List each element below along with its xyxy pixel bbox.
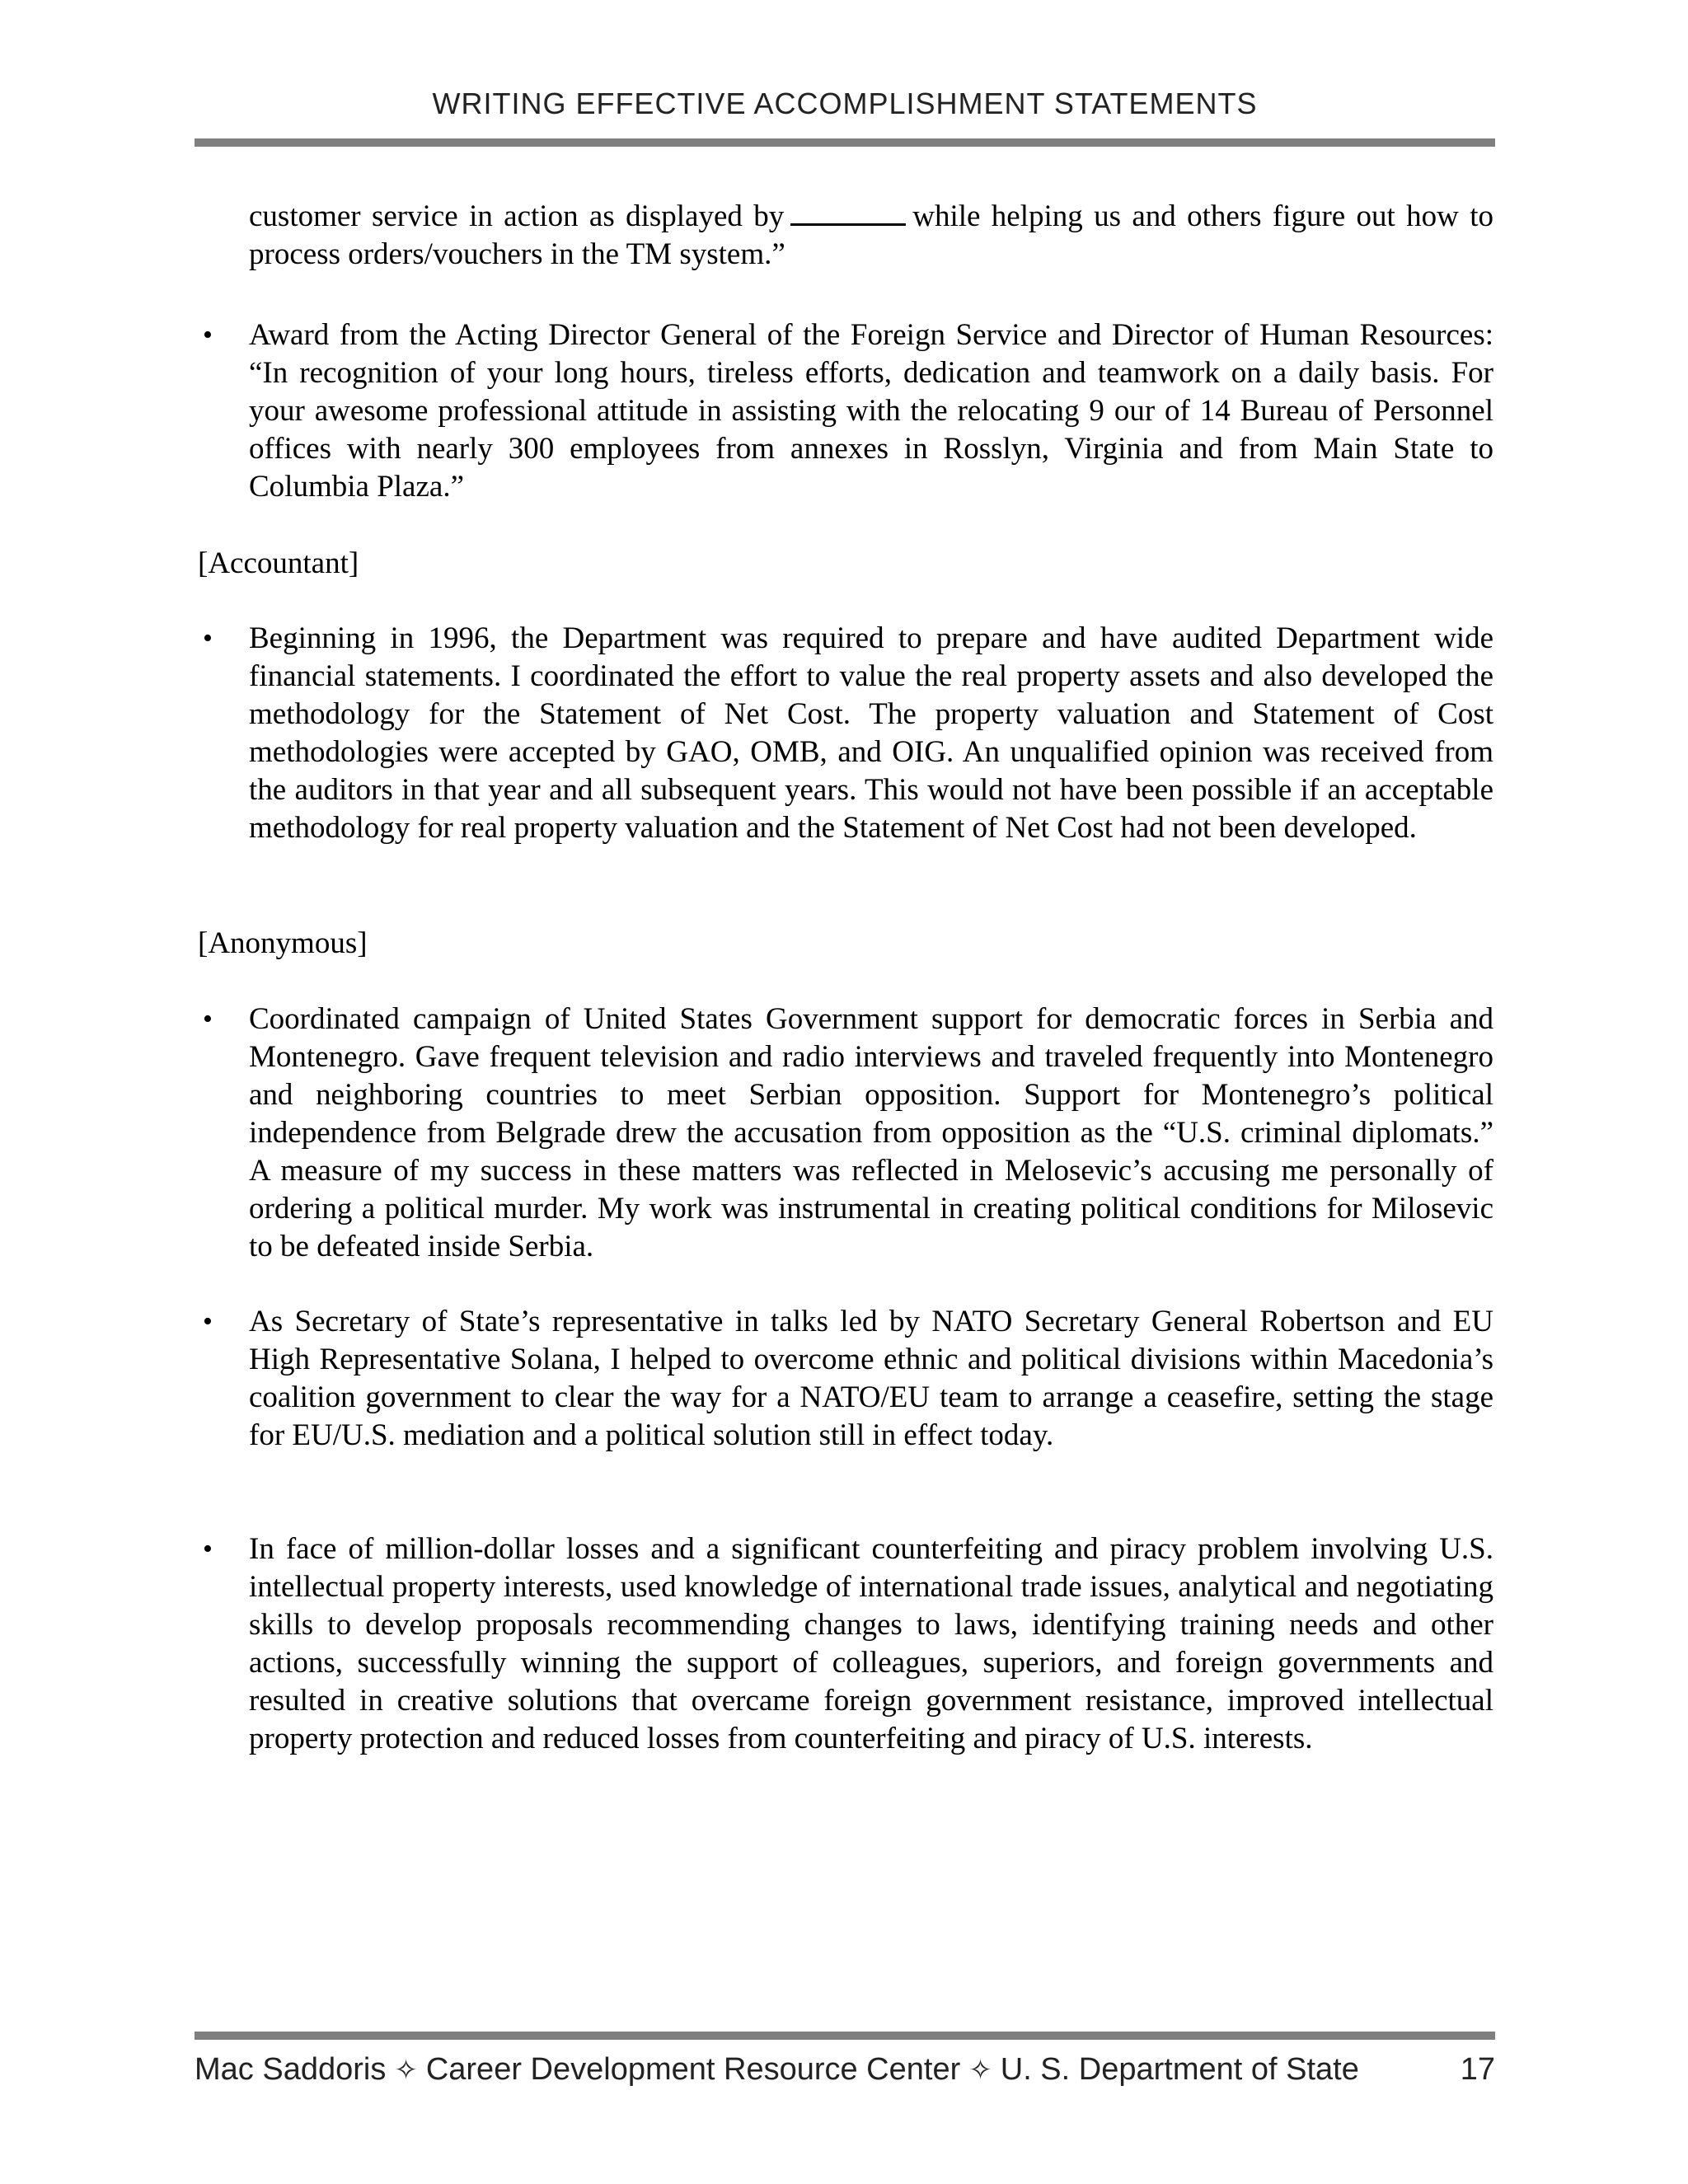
award-bullet-text: Award from the Acting Director General of the Foreign Service and Director of Human Resources: “In recognition of your long hours, tireless efforts, dedication and teamwork on a daily basis. For your awesome professional attitude in assisting with the relocating 9 our of 14 Bureau of Personnel offices with nearly 300 employees from annexes in Rosslyn, Virginia and from Main State to Columbia Plaza.” [249,318,1493,504]
star-separator-icon: ✧ [394,2055,418,2086]
bullet-icon: • [203,320,213,350]
blank-line [790,199,906,226]
bullet-icon: • [203,1534,213,1564]
footer-author: Mac Saddoris [195,2052,387,2087]
continuation-paragraph [249,198,1493,274]
footer-department: U. S. Department of State [1000,2052,1359,2087]
bullet-icon: • [203,1004,213,1034]
continuation-text-start: customer service in action as displayed by [249,199,785,233]
star-separator-icon: ✧ [968,2055,992,2086]
bullet-icon: • [203,1306,213,1337]
continuation-text-end: while helping us and others figure out how to process orders/vouchers in the TM system.” [249,199,1493,271]
section-label-accountant: [Accountant] [198,546,359,580]
bullet-icon: • [203,623,213,654]
section-label-anonymous: [Anonymous] [198,926,368,960]
anonymous-bullet-text-1: Coordinated campaign of United States Government support for democratic forces in Serbia and Montenegro. Gave frequent television and radio interviews and traveled frequently into Montenegro and neighboring countries to meet Serbian opposition. Support for Montenegro’s political independence from Belgrade drew the accusation from opposition as the “U.S. criminal diplomats.” A measure of my success in these matters was reflected in Melosevic’s accusing me personally of ordering a political murder. My work was instrumental in creating political conditions for Milosevic to be defeated inside Serbia. [249,1002,1493,1263]
footer-rule [195,2032,1495,2040]
anonymous-bullet-text-2: As Secretary of State’s representative in talks led by NATO Secretary General Robertson and EU High Representative Solana, I helped to overcome ethnic and political divisions within Macedonia’s coalition government to clear the way for a NATO/EU team to arrange a ceasefire, setting the stage for EU/U.S. mediation and a political solution still in effect today. [249,1305,1493,1452]
anonymous-bullet-text-3: In face of million-dollar losses and a significant counterfeiting and piracy problem involving U.S. intellectual property interests, used knowledge of international trade issues, analytical and negotiating skills to develop proposals recommending changes to laws, identifying training needs and other actions, successfully winning the support of colleagues, superiors, and foreign governments and resulted in creative solutions that overcame foreign government resistance, improved intellectual property protection and reduced losses from counterfeiting and piracy of U.S. interests. [249,1532,1493,1755]
running-header: WRITING EFFECTIVE ACCOMPLISHMENT STATEMENTS [432,87,1258,120]
page-footer [195,2046,1495,2093]
page-number: 17 [1460,2052,1495,2087]
footer-organization: Career Development Resource Center [425,2052,961,2087]
accountant-bullet-text: Beginning in 1996, the Department was required to prepare and have audited Department wide financial statements. I coordinated the effort to value the real property assets and also developed the methodology for the Statement of Net Cost. The property valuation and Statement of Cost methodologies were accepted by GAO, OMB, and OIG. An unqualified opinion was received from the auditors in that year and all subsequent years. This would not have been possible if an acceptable methodology for real property valuation and the Statement of Net Cost had not been developed. [249,621,1493,845]
